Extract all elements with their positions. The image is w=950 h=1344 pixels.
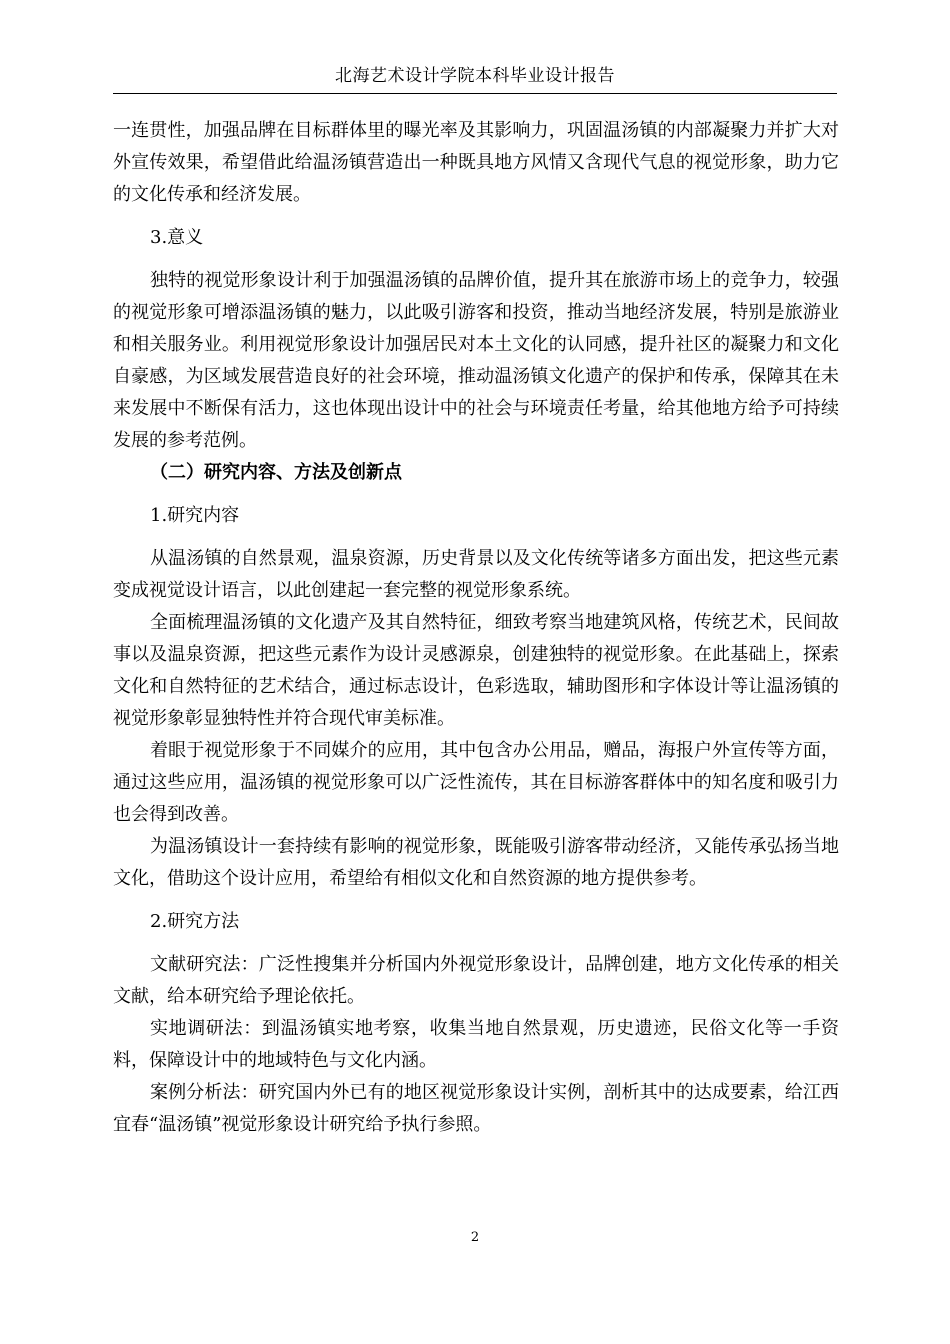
- subheading-research-method: 2.研究方法: [150, 911, 240, 932]
- subheading-research-content: 1.研究内容: [150, 505, 240, 526]
- document-body: [113, 115, 839, 1141]
- header-divider: [113, 93, 837, 94]
- paragraph-content-4: 为温汤镇设计一套持续有影响的视觉形象，既能吸引游客带动经济，又能传承弘扬当地文化，借助这个设计应用，希望给有相似文化和自然资源的地方提供参考。: [113, 836, 839, 889]
- paragraph-method-case-study: 案例分析法：研究国内外已有的地区视觉形象设计实例，剖析其中的达成要素，给江西宜春“温汤镇”视觉形象设计研究给予执行参照。: [113, 1082, 839, 1135]
- paragraph-method-literature: 文献研究法：广泛性搜集并分析国内外视觉形象设计，品牌创建，地方文化传承的相关文献，给本研究给予理论依托。: [113, 954, 839, 1007]
- paragraph-content-2: 全面梳理温汤镇的文化遗产及其自然特征，细致考察当地建筑风格，传统艺术，民间故事以及温泉资源，把这些元素作为设计灵感源泉，创建独特的视觉形象。在此基础上，探索文化和自然特征的艺术结合，通过标志设计，色彩选取，辅助图形和字体设计等让温汤镇的视觉形象彰显独特性并符合现代审美标准。: [113, 612, 839, 729]
- page-number: 2: [470, 1230, 480, 1245]
- page-header-title: 北海艺术设计学院本科毕业设计报告: [335, 66, 615, 86]
- paragraph-meaning: 独特的视觉形象设计利于加强温汤镇的品牌价值，提升其在旅游市场上的竞争力，较强的视觉形象可增添温汤镇的魅力，以此吸引游客和投资，推动当地经济发展，特别是旅游业和相关服务业。利用视觉形象设计加强居民对本土文化的认同感，提升社区的凝聚力和文化自豪感，为区域发展营造良好的社会环境，推动温汤镇文化遗产的保护和传承，保障其在未来发展中不断保有活力，这也体现出设计中的社会与环境责任考量，给其他地方给予可持续发展的参考范例。: [113, 270, 839, 451]
- paragraph-content-3: 着眼于视觉形象于不同媒介的应用，其中包含办公用品，赠品，海报户外宣传等方面，通过这些应用，温汤镇的视觉形象可以广泛性流传，其在目标游客群体中的知名度和吸引力也会得到改善。: [113, 740, 839, 825]
- paragraph-continued: 一连贯性，加强品牌在目标群体里的曝光率及其影响力，巩固温汤镇的内部凝聚力并扩大对外宣传效果，希望借此给温汤镇营造出一种既具地方风情又含现代气息的视觉形象，助力它的文化传承和经济发展。: [113, 120, 839, 205]
- section-heading-research: （二）研究内容、方法及创新点: [150, 462, 402, 483]
- paragraph-method-fieldwork: 实地调研法：到温汤镇实地考察，收集当地自然景观，历史遗迹，民俗文化等一手资料，保障设计中的地域特色与文化内涵。: [113, 1018, 839, 1071]
- paragraph-content-1: 从温汤镇的自然景观，温泉资源，历史背景以及文化传统等诸多方面出发，把这些元素变成视觉设计语言，以此创建起一套完整的视觉形象系统。: [113, 548, 839, 601]
- subheading-meaning: 3.意义: [150, 227, 204, 248]
